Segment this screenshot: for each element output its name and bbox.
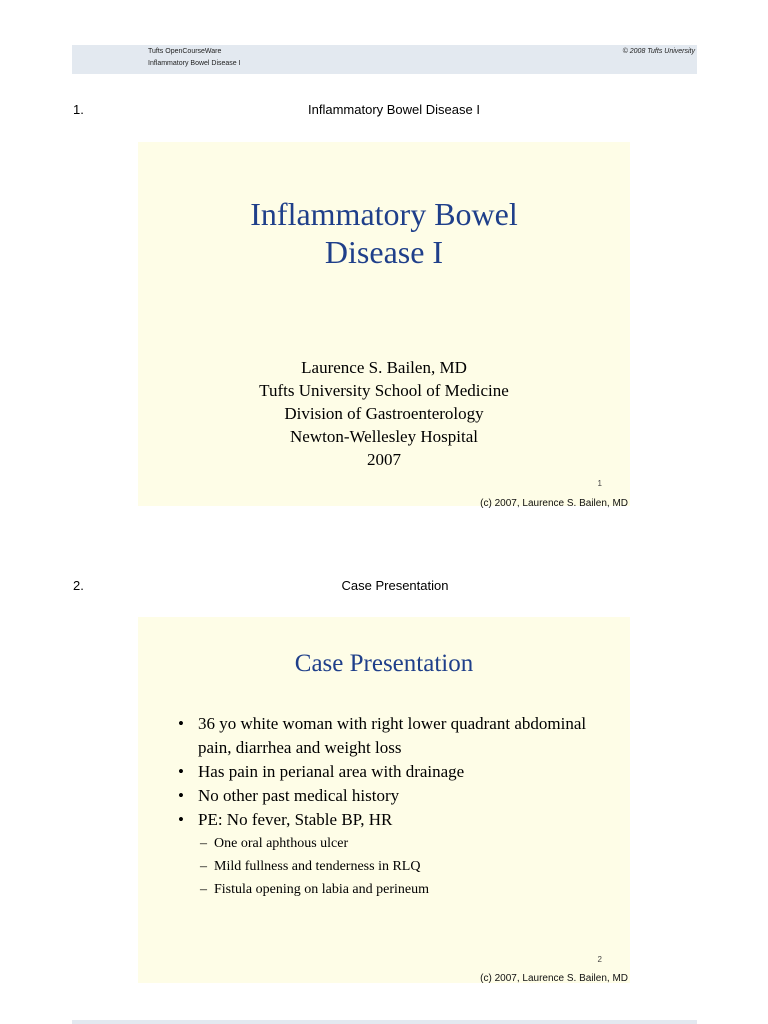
bullet-item: • 36 yo white woman with right lower quadrant abdominal pain, diarrhea and weight loss bbox=[176, 712, 616, 760]
slide-1-author-block bbox=[138, 356, 630, 471]
page-header bbox=[72, 45, 697, 74]
header-copyright: © 2008 Tufts University bbox=[622, 48, 695, 55]
slide-2-bullet-list bbox=[176, 712, 616, 901]
slide-2-credit: (c) 2007, Laurence S. Bailen, MD bbox=[480, 973, 628, 984]
header-course: Inflammatory Bowel Disease I bbox=[148, 60, 241, 67]
header-org: Tufts OpenCourseWare bbox=[148, 48, 222, 55]
author-hospital: Newton-Wellesley Hospital bbox=[290, 427, 478, 446]
sub-bullet-item: – Fistula opening on labia and perineum bbox=[176, 878, 616, 901]
slide-1-title-line-1: Inflammatory Bowel bbox=[250, 196, 518, 232]
slide-2 bbox=[138, 617, 630, 983]
slide-1 bbox=[138, 142, 630, 506]
slide-1-page-number: 1 bbox=[597, 479, 602, 488]
author-division: Division of Gastroenterology bbox=[284, 404, 484, 423]
author-year: 2007 bbox=[367, 450, 401, 469]
bullet-item: • PE: No fever, Stable BP, HR bbox=[176, 808, 616, 832]
slide-1-credit: (c) 2007, Laurence S. Bailen, MD bbox=[480, 498, 628, 509]
slide-1-title-line-2: Disease I bbox=[324, 234, 444, 270]
slide-2-title: Case Presentation bbox=[294, 650, 474, 677]
bullet-item: • No other past medical history bbox=[176, 784, 616, 808]
section-2-number: 2. bbox=[73, 578, 84, 593]
author-school: Tufts University School of Medicine bbox=[259, 381, 509, 400]
page-footer-band bbox=[72, 1020, 697, 1024]
section-1-title: Inflammatory Bowel Disease I bbox=[308, 102, 480, 117]
bullet-item: • Has pain in perianal area with drainage bbox=[176, 760, 616, 784]
section-1-number: 1. bbox=[73, 102, 84, 117]
author-name: Laurence S. Bailen, MD bbox=[301, 358, 467, 377]
slide-2-page-number: 2 bbox=[597, 955, 602, 964]
section-2-title: Case Presentation bbox=[341, 578, 449, 593]
sub-bullet-item: – Mild fullness and tenderness in RLQ bbox=[176, 855, 616, 878]
sub-bullet-item: – One oral aphthous ulcer bbox=[176, 832, 616, 855]
slide-1-title bbox=[138, 195, 630, 271]
